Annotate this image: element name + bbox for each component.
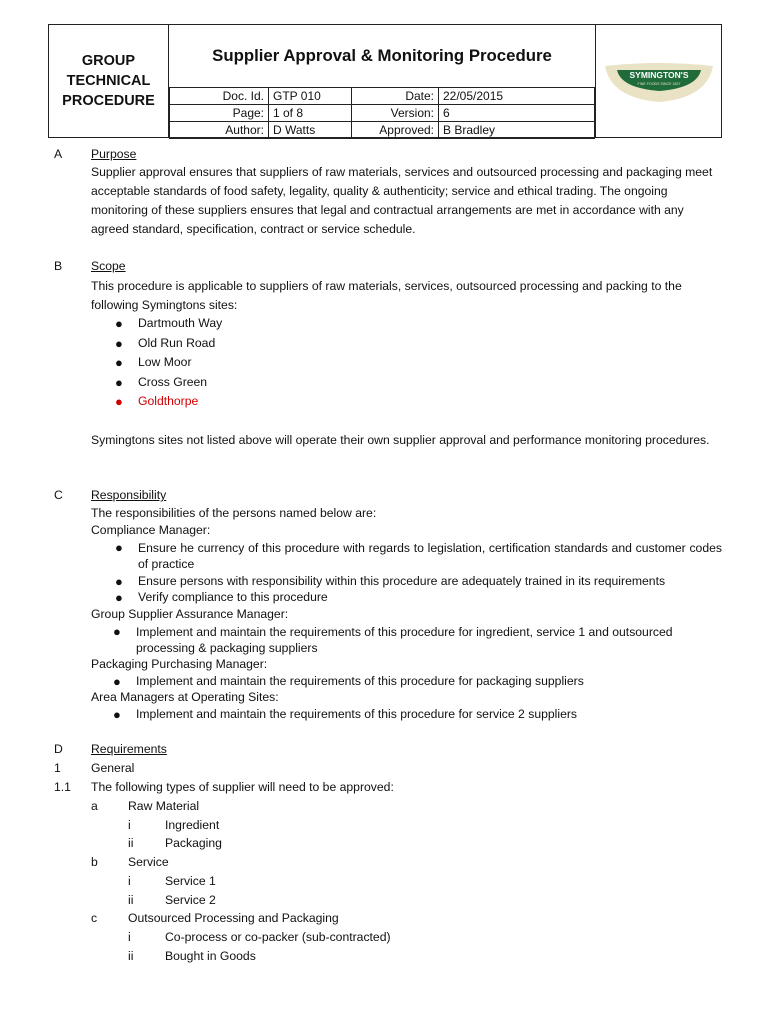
bullet: ● <box>113 624 121 639</box>
logo-cell <box>595 25 722 137</box>
site-item-highlighted: Goldthorpe <box>138 394 199 408</box>
supplier-type: Outsourced Processing and Packaging <box>128 911 339 925</box>
supplier-subtype: Service 1 <box>165 874 216 888</box>
bullet: ● <box>113 707 121 722</box>
logo-wordmark: SYMINGTON'S <box>629 70 689 80</box>
symingtons-logo <box>603 58 715 104</box>
clause-number: 1.1 <box>54 780 71 794</box>
doc-id-label: Doc. Id. <box>170 88 269 105</box>
section-c-letter: C <box>54 488 63 502</box>
list-numeral: i <box>128 818 131 832</box>
list-numeral: ii <box>128 949 134 963</box>
author-label: Author: <box>170 122 269 139</box>
document-meta-table <box>169 87 595 139</box>
author-value: D Watts <box>269 122 352 139</box>
site-item: Low Moor <box>138 355 192 369</box>
bullet: ● <box>113 674 121 689</box>
bullet: ● <box>115 375 123 390</box>
scope-paragraph: This procedure is applicable to suppliers of raw materials, services, outsourced processing and packing to the following Symingtons sites: <box>91 279 682 312</box>
supplier-type: Raw Material <box>128 799 200 813</box>
bullet: ● <box>115 336 123 351</box>
page-value: 1 of 8 <box>269 105 352 122</box>
section-d-heading: Requirements <box>91 742 167 756</box>
group-line: GROUP <box>81 53 136 69</box>
duty-item: Verify compliance to this procedure <box>138 590 328 604</box>
supplier-subtype: Co-process or co-packer (sub-contracted) <box>165 930 391 944</box>
role-supplier-assurance-manager: Group Supplier Assurance Manager: <box>91 607 289 621</box>
role-packaging-purchasing-manager: Packaging Purchasing Manager: <box>91 657 268 671</box>
procedure-line: PROCEDURE <box>62 93 155 109</box>
list-numeral: i <box>128 930 131 944</box>
clause-text: The following types of supplier will need to be approved: <box>91 780 394 794</box>
list-numeral: i <box>128 874 131 888</box>
bullet: ● <box>115 574 123 589</box>
section-c-heading: Responsibility <box>91 488 167 502</box>
role-area-managers: Area Managers at Operating Sites: <box>91 690 279 704</box>
version-value: 6 <box>439 105 595 122</box>
page-label: Page: <box>170 105 269 122</box>
list-letter: b <box>91 855 98 869</box>
supplier-type: Service <box>128 855 169 869</box>
document-header <box>48 24 722 138</box>
bullet: ● <box>115 355 123 370</box>
supplier-subtype: Ingredient <box>165 818 220 832</box>
date-label: Date: <box>352 88 439 105</box>
approved-value: B Bradley <box>439 122 595 139</box>
duty-item: Ensure he currency of this procedure with regards to legislation, certification standards and customer codes of practice <box>138 541 722 571</box>
logo-tagline: FINE FOODS SINCE 1827 <box>637 82 681 86</box>
duty-item: Implement and maintain the requirements of this procedure for packaging suppliers <box>136 674 584 688</box>
duty-item: Implement and maintain the requirements of this procedure for ingredient, service 1 and outsourced processing & packaging suppliers <box>136 625 673 655</box>
duty-item: Implement and maintain the requirements of this procedure for service 2 suppliers <box>136 707 577 721</box>
list-numeral: ii <box>128 836 134 850</box>
group-technical-procedure-label <box>49 25 169 137</box>
approved-label: Approved: <box>352 122 439 139</box>
list-letter: a <box>91 799 98 813</box>
duty-item: Ensure persons with responsibility within this procedure are adequately trained in its requirements <box>138 574 666 588</box>
version-label: Version: <box>352 105 439 122</box>
technical-line: TECHNICAL <box>66 73 151 89</box>
bullet: ● <box>115 590 123 605</box>
bullet: ● <box>115 394 123 409</box>
purpose-paragraph: Supplier approval ensures that suppliers of raw materials, services and outsourced processing and packaging meet acceptable standards of food safety, legality, quality & authenticity; service and ethical trading. The ongoing monitoring of these suppliers ensures that legal and contractual arrangements are met in accordance with any agreed standard, specification, contract or service schedule. <box>91 165 713 236</box>
list-numeral: ii <box>128 893 134 907</box>
section-b-letter: B <box>54 259 63 273</box>
clause-title: General <box>91 761 135 775</box>
clause-number: 1 <box>54 761 61 775</box>
scope-note: Symingtons sites not listed above will operate their own supplier approval and performance monitoring procedures. <box>91 433 710 447</box>
site-item: Cross Green <box>138 375 208 389</box>
bullet: ● <box>115 540 123 555</box>
responsibility-intro: The responsibilities of the persons named below are: <box>91 506 377 520</box>
section-a-heading: Purpose <box>91 147 137 161</box>
section-a-letter: A <box>54 147 63 161</box>
site-item: Dartmouth Way <box>138 316 223 330</box>
bullet: ● <box>115 316 123 331</box>
doc-id-value: GTP 010 <box>269 88 352 105</box>
document-title: Supplier Approval & Monitoring Procedure <box>212 46 552 65</box>
supplier-subtype: Bought in Goods <box>165 949 256 963</box>
section-d-letter: D <box>54 742 63 756</box>
site-item: Old Run Road <box>138 336 216 350</box>
supplier-subtype: Packaging <box>165 836 222 850</box>
section-b-heading: Scope <box>91 259 126 273</box>
role-compliance-manager: Compliance Manager: <box>91 523 211 537</box>
supplier-subtype: Service 2 <box>165 893 216 907</box>
date-value: 22/05/2015 <box>439 88 595 105</box>
list-letter: c <box>91 911 98 925</box>
